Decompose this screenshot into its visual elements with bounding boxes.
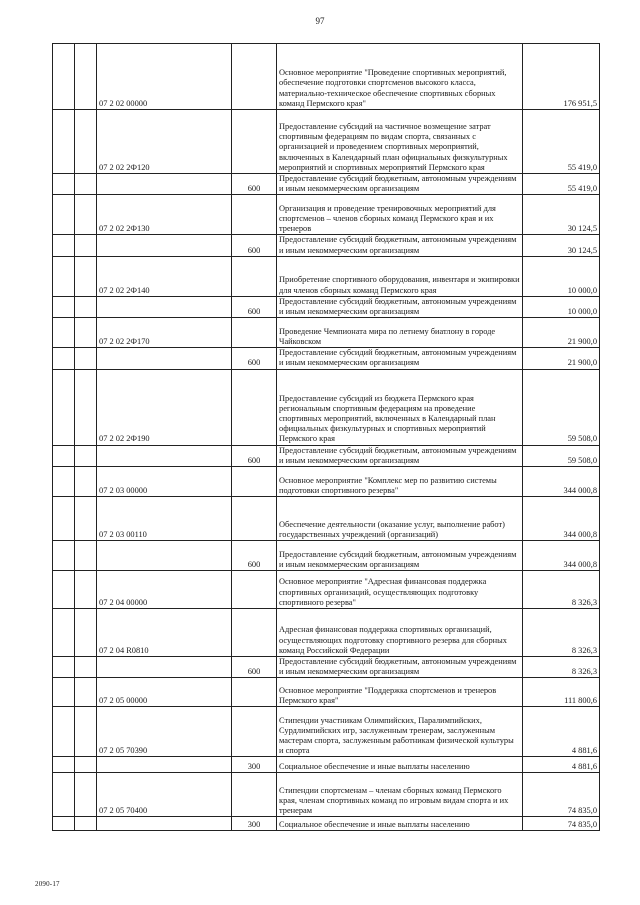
description-cell: Предоставление субсидий на частичное возмещение затрат спортивным федерациям по видам спорта, связанных с организацией и проведением спортивных мероприятий, включенных в Календарный план официальных физкультурных мероприятий и спортивных мероприятий Пермского края (277, 110, 523, 174)
description-cell: Предоставление субсидий бюджетным, автономным учреждениям и иным некоммерческим организациям (277, 445, 523, 466)
expense-type-cell: 600 (232, 657, 277, 678)
target-code-cell (97, 445, 232, 466)
empty-cell (53, 817, 75, 831)
amount-cell: 8 326,3 (523, 657, 600, 678)
target-code-cell: 07 2 03 00110 (97, 497, 232, 541)
empty-cell (53, 541, 75, 571)
table-row (53, 571, 600, 609)
footer-code: 2090-17 (35, 880, 60, 888)
empty-cell (53, 369, 75, 445)
empty-cell (75, 369, 97, 445)
target-code-cell: 07 2 05 70390 (97, 707, 232, 757)
empty-cell (53, 678, 75, 707)
description-cell: Стипендии участникам Олимпийских, Паралимпийских, Сурдлимпийских игр, заслуженным тренерам, заслуженным мастерам спорта, заслуженным работникам физической культуры и спорта (277, 707, 523, 757)
table-row (53, 757, 600, 773)
description-cell: Предоставление субсидий бюджетным, автономным учреждениям и иным некоммерческим организациям (277, 348, 523, 369)
target-code-cell: 07 2 02 2Ф140 (97, 256, 232, 296)
description-cell: Приобретение спортивного оборудования, инвентаря и экипировки для членов сборных команд Пермского края (277, 256, 523, 296)
target-code-cell (97, 348, 232, 369)
expense-type-cell (232, 497, 277, 541)
table-row (53, 296, 600, 317)
amount-cell: 74 835,0 (523, 773, 600, 817)
empty-cell (53, 318, 75, 348)
target-code-cell: 07 2 02 2Ф170 (97, 318, 232, 348)
amount-cell: 21 900,0 (523, 318, 600, 348)
empty-cell (53, 445, 75, 466)
expense-type-cell: 600 (232, 235, 277, 256)
expense-type-cell (232, 369, 277, 445)
expense-type-cell: 600 (232, 348, 277, 369)
empty-cell (53, 44, 75, 110)
target-code-cell: 07 2 02 2Ф190 (97, 369, 232, 445)
amount-cell: 344 000,8 (523, 541, 600, 571)
empty-cell (75, 497, 97, 541)
expense-type-cell: 600 (232, 174, 277, 195)
empty-cell (53, 296, 75, 317)
empty-cell (75, 773, 97, 817)
expense-type-cell (232, 467, 277, 497)
amount-cell: 55 419,0 (523, 110, 600, 174)
amount-cell: 4 881,6 (523, 757, 600, 773)
table-row (53, 657, 600, 678)
page-number: 97 (315, 16, 325, 26)
empty-cell (53, 757, 75, 773)
amount-cell: 59 508,0 (523, 445, 600, 466)
table-row (53, 256, 600, 296)
empty-cell (53, 773, 75, 817)
empty-cell (53, 467, 75, 497)
target-code-cell (97, 541, 232, 571)
empty-cell (75, 348, 97, 369)
description-cell: Адресная финансовая поддержка спортивных организаций, осуществляющих подготовку спортивного резерва для сборных команд Российской Федерации (277, 609, 523, 657)
table-row (53, 541, 600, 571)
empty-cell (53, 174, 75, 195)
description-cell: Основное мероприятие "Проведение спортивных мероприятий, обеспечение подготовки спортсменов высокого класса, материально-техническое обеспечение спортивных сборных команд Пермского края" (277, 44, 523, 110)
target-code-cell (97, 757, 232, 773)
amount-cell: 344 000,8 (523, 497, 600, 541)
empty-cell (75, 110, 97, 174)
amount-cell: 74 835,0 (523, 817, 600, 831)
description-cell: Предоставление субсидий бюджетным, автономным учреждениям и иным некоммерческим организациям (277, 657, 523, 678)
expense-type-cell: 600 (232, 445, 277, 466)
empty-cell (53, 348, 75, 369)
amount-cell: 344 000,8 (523, 467, 600, 497)
target-code-cell: 07 2 04 R0810 (97, 609, 232, 657)
expense-type-cell (232, 256, 277, 296)
description-cell: Проведение Чемпионата мира по летнему биатлону в городе Чайковском (277, 318, 523, 348)
expense-type-cell (232, 571, 277, 609)
target-code-cell (97, 657, 232, 678)
description-cell: Предоставление субсидий бюджетным, автономным учреждениям и иным некоммерческим организациям (277, 174, 523, 195)
empty-cell (75, 467, 97, 497)
expense-type-cell (232, 773, 277, 817)
empty-cell (75, 817, 97, 831)
target-code-cell: 07 2 05 70400 (97, 773, 232, 817)
empty-cell (75, 174, 97, 195)
amount-cell: 59 508,0 (523, 369, 600, 445)
table-row (53, 195, 600, 235)
description-cell: Социальное обеспечение и иные выплаты населению (277, 817, 523, 831)
empty-cell (75, 707, 97, 757)
empty-cell (75, 445, 97, 466)
description-cell: Предоставление субсидий бюджетным, автономным учреждениям и иным некоммерческим организациям (277, 235, 523, 256)
empty-cell (75, 541, 97, 571)
expense-type-cell (232, 195, 277, 235)
target-code-cell: 07 2 02 00000 (97, 44, 232, 110)
target-code-cell: 07 2 04 00000 (97, 571, 232, 609)
empty-cell (75, 609, 97, 657)
empty-cell (53, 256, 75, 296)
amount-cell: 4 881,6 (523, 707, 600, 757)
table-row (53, 44, 600, 110)
table-row (53, 235, 600, 256)
empty-cell (75, 195, 97, 235)
expense-type-cell (232, 609, 277, 657)
description-cell: Организация и проведение тренировочных мероприятий для спортсменов – членов сборных команд Пермского края и их тренеров (277, 195, 523, 235)
amount-cell: 30 124,5 (523, 195, 600, 235)
expense-type-cell: 300 (232, 817, 277, 831)
target-code-cell (97, 296, 232, 317)
target-code-cell: 07 2 02 2Ф120 (97, 110, 232, 174)
description-cell: Предоставление субсидий бюджетным, автономным учреждениям и иным некоммерческим организациям (277, 296, 523, 317)
amount-cell: 8 326,3 (523, 609, 600, 657)
description-cell: Стипендии спортсменам – членам сборных команд Пермского края, членам спортивных команд по игровым видам спорта и их тренерам (277, 773, 523, 817)
empty-cell (53, 497, 75, 541)
description-cell: Предоставление субсидий из бюджета Пермского края региональным спортивным федерациям на проведение спортивных мероприятий, включенных в Календарный план официальных физкультурных и спортивных мероприятий Пермского края (277, 369, 523, 445)
empty-cell (75, 678, 97, 707)
empty-cell (53, 707, 75, 757)
empty-cell (53, 657, 75, 678)
target-code-cell: 07 2 02 2Ф130 (97, 195, 232, 235)
expense-type-cell (232, 678, 277, 707)
empty-cell (53, 609, 75, 657)
expense-type-cell (232, 110, 277, 174)
target-code-cell: 07 2 03 00000 (97, 467, 232, 497)
empty-cell (75, 571, 97, 609)
table-row (53, 348, 600, 369)
empty-cell (75, 44, 97, 110)
description-cell: Социальное обеспечение и иные выплаты населению (277, 757, 523, 773)
amount-cell: 176 951,5 (523, 44, 600, 110)
amount-cell: 30 124,5 (523, 235, 600, 256)
description-cell: Предоставление субсидий бюджетным, автономным учреждениям и иным некоммерческим организациям (277, 541, 523, 571)
expense-type-cell: 600 (232, 296, 277, 317)
target-code-cell (97, 174, 232, 195)
description-cell: Обеспечение деятельности (оказание услуг, выполнение работ) государственных учреждений (организаций) (277, 497, 523, 541)
empty-cell (53, 110, 75, 174)
amount-cell: 10 000,0 (523, 296, 600, 317)
empty-cell (75, 256, 97, 296)
table-row (53, 773, 600, 817)
empty-cell (75, 296, 97, 317)
empty-cell (75, 318, 97, 348)
empty-cell (53, 235, 75, 256)
expense-type-cell: 600 (232, 541, 277, 571)
target-code-cell (97, 235, 232, 256)
empty-cell (53, 571, 75, 609)
target-code-cell (97, 817, 232, 831)
amount-cell: 21 900,0 (523, 348, 600, 369)
amount-cell: 8 326,3 (523, 571, 600, 609)
description-cell: Основное мероприятие "Комплекс мер по развитию системы подготовки спортивного резерва" (277, 467, 523, 497)
empty-cell (53, 195, 75, 235)
expense-type-cell (232, 44, 277, 110)
table-row (53, 678, 600, 707)
table-row (53, 467, 600, 497)
table-row (53, 445, 600, 466)
table-row (53, 497, 600, 541)
table-row (53, 369, 600, 445)
expense-type-cell (232, 318, 277, 348)
description-cell: Основное мероприятие "Поддержка спортсменов и тренеров Пермского края" (277, 678, 523, 707)
table-row (53, 318, 600, 348)
empty-cell (75, 235, 97, 256)
amount-cell: 10 000,0 (523, 256, 600, 296)
budget-table (52, 43, 600, 831)
amount-cell: 111 800,6 (523, 678, 600, 707)
empty-cell (75, 657, 97, 678)
table-row (53, 174, 600, 195)
target-code-cell: 07 2 05 00000 (97, 678, 232, 707)
expense-type-cell (232, 707, 277, 757)
description-cell: Основное мероприятие "Адресная финансовая поддержка спортивных организаций, осуществляющих подготовку спортивного резерва" (277, 571, 523, 609)
empty-cell (75, 757, 97, 773)
amount-cell: 55 419,0 (523, 174, 600, 195)
table-row (53, 110, 600, 174)
expense-type-cell: 300 (232, 757, 277, 773)
table-row (53, 707, 600, 757)
table-row (53, 817, 600, 831)
table-row (53, 609, 600, 657)
